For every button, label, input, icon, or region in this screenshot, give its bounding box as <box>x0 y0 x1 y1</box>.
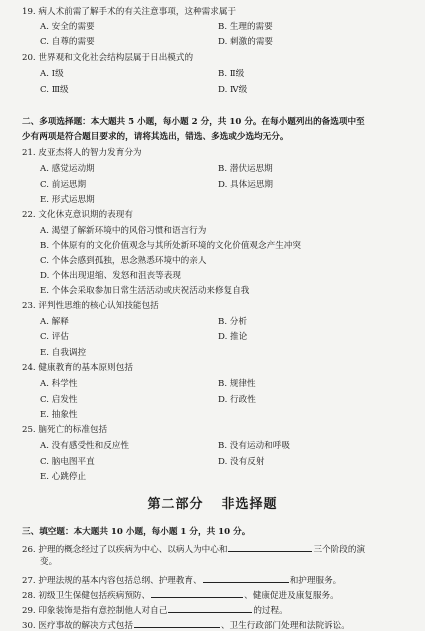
q27-answer-blank[interactable] <box>203 574 289 583</box>
q19-option-c: C. 自尊的需要 <box>40 37 95 47</box>
question-20-stem: 20. 世界观和文化社会结构层属于日出模式的 <box>22 53 194 63</box>
q19-option-a: A. 安全的需要 <box>40 22 95 32</box>
q22-option-c: C. 个体会感到孤独，思念熟悉环境中的亲人 <box>40 256 207 266</box>
q23-option-b: B. 分析 <box>218 317 247 327</box>
q24-option-a: A. 科学性 <box>40 379 78 389</box>
q29-answer-blank[interactable] <box>168 604 252 613</box>
q26-continuation: 变。 <box>40 557 58 567</box>
q27-text-before: 27. 护理法规的基本内容包括总纲、护理教育、 <box>22 576 202 586</box>
q22-option-a: A. 渴望了解新环境中的风俗习惯和语言行为 <box>40 226 207 236</box>
question-22-stem: 22. 文化休克意识期的表现有 <box>22 210 133 220</box>
q27-text-after: 和护理服务。 <box>289 576 342 586</box>
q23-option-c: C. 评估 <box>40 332 69 342</box>
question-25-stem: 25. 脑死亡的标准包括 <box>22 425 108 435</box>
question-21-stem: 21. 皮亚杰将人的智力发育分为 <box>22 148 142 158</box>
q20-option-a: A. Ⅰ级 <box>40 69 64 79</box>
q28-text-before: 28. 初级卫生保健包括疾病预防、 <box>22 591 151 601</box>
q24-option-b: B. 规律性 <box>218 379 256 389</box>
q20-option-d: D. Ⅳ级 <box>218 85 248 95</box>
question-26 <box>22 543 365 555</box>
q21-option-b: B. 潜伏运思期 <box>218 164 273 174</box>
q22-option-b: B. 个体原有的文化价值观念与其所处新环境的文化价值观念产生冲突 <box>40 241 301 251</box>
q22-option-d: D. 个体出现退缩、发怒和沮丧等表现 <box>40 271 181 281</box>
question-28 <box>22 589 339 601</box>
q29-text-after: 的过程。 <box>253 606 288 616</box>
q24-option-e: E. 抽象性 <box>40 410 78 420</box>
q22-option-e: E. 个体会采取参加日常生活活动或庆祝活动来修复自我 <box>40 286 250 296</box>
q23-option-e: E. 自我调控 <box>40 348 87 358</box>
q21-option-a: A. 感觉运动期 <box>40 164 95 174</box>
q23-option-a: A. 解释 <box>40 317 69 327</box>
question-30 <box>22 619 350 631</box>
q25-option-e: E. 心跳停止 <box>40 472 87 482</box>
part-2-title <box>0 498 425 511</box>
part-2-label: 第二部分 <box>147 497 204 512</box>
q26-text-before: 26. 护理的概念经过了以疾病为中心、以病人为中心和 <box>22 545 228 555</box>
q21-option-c: C. 前运思期 <box>40 180 87 190</box>
q28-text-after: 、健康促进及康复服务。 <box>244 591 339 601</box>
q19-option-b: B. 生理的需要 <box>218 22 273 32</box>
q28-answer-blank[interactable] <box>151 589 243 598</box>
q21-option-e: E. 形式运思期 <box>40 195 95 205</box>
q21-option-d: D. 具体运思期 <box>218 180 274 190</box>
part-2-subtitle: 非选择题 <box>221 497 278 512</box>
q25-option-c: C. 脑电图平直 <box>40 457 95 467</box>
question-19-stem: 19. 病人术前需了解手术的有关注意事项，这种需求属于 <box>22 7 237 17</box>
question-24-stem: 24. 健康教育的基本原则包括 <box>22 363 133 373</box>
q29-text-before: 29. 印象装饰是指有意控制他人对自己 <box>22 606 168 616</box>
q30-text-after: 、卫生行政部门处理和法院诉讼。 <box>220 621 350 631</box>
question-27 <box>22 574 341 586</box>
section-2-heading-line1: 二、多项选择题：本大题共 5 小题，每小题 2 分，共 10 分。在每小题列出的备选项中至 <box>22 117 365 127</box>
q19-option-d: D. 刺激的需要 <box>218 37 274 47</box>
q30-answer-blank[interactable] <box>134 619 220 628</box>
q30-text-before: 30. 医疗事故的解决方式包括 <box>22 621 133 631</box>
q25-option-b: B. 没有运动和呼吸 <box>218 441 290 451</box>
question-23-stem: 23. 评判性思维的核心认知技能包括 <box>22 301 159 311</box>
q24-option-c: C. 启发性 <box>40 395 78 405</box>
q20-option-c: C. Ⅲ级 <box>40 85 69 95</box>
question-29 <box>22 604 288 616</box>
q26-text-after: 三个阶段的演 <box>313 545 366 555</box>
section-2-heading-line2: 少有两项是符合题目要求的，请将其选出，错选、多选或少选均无分。 <box>22 132 289 142</box>
q25-option-d: D. 没有反射 <box>218 457 265 467</box>
q20-option-b: B. Ⅱ级 <box>218 69 245 79</box>
section-3-heading: 三、填空题：本大题共 10 小题，每小题 1 分，共 10 分。 <box>22 527 251 537</box>
q26-answer-blank[interactable] <box>228 543 312 552</box>
q25-option-a: A. 没有感受性和反应性 <box>40 441 130 451</box>
q23-option-d: D. 推论 <box>218 332 248 342</box>
q24-option-d: D. 行政性 <box>218 395 256 405</box>
